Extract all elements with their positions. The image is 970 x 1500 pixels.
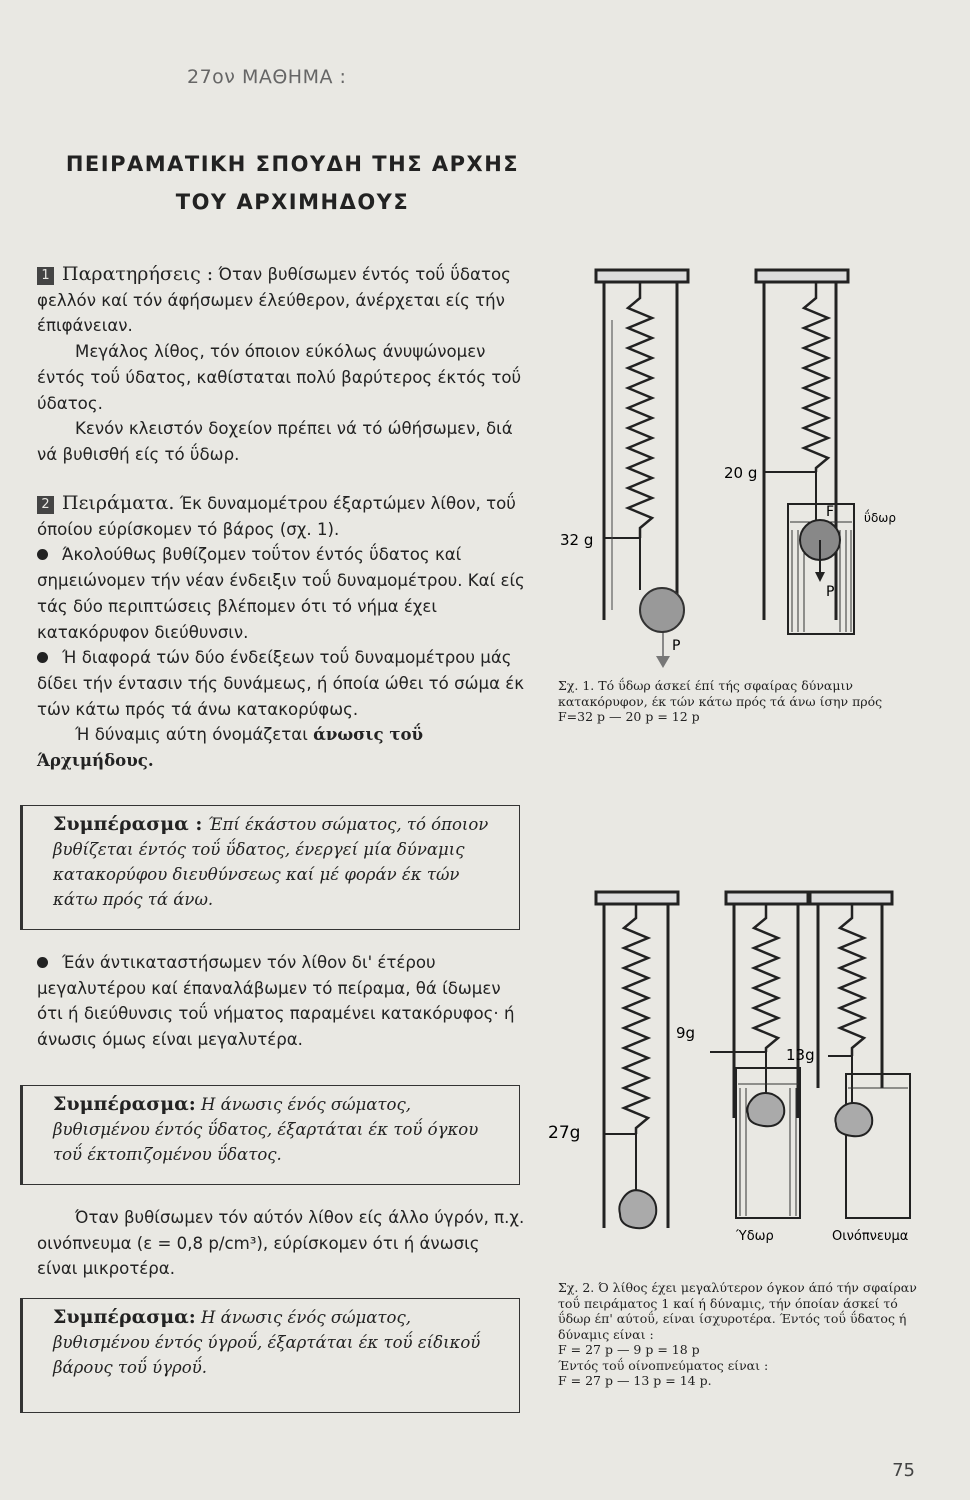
dynamometer-top-bar: [596, 270, 688, 282]
figure-2-diagram: [540, 888, 960, 1248]
bullet-icon: [37, 549, 48, 560]
conclusion-text: Η άνωσις ένός σώματος, βυθισμένου έντός ύγροΰ, έξαρτάται έκ τοΰ είδικοΰ βάρους τοΰ ύγροΰ.: [53, 1308, 481, 1377]
reading-label-27: 27g: [548, 1123, 581, 1143]
figure-1-diagram: [540, 260, 960, 680]
conclusion-text: Η άνωσις ένός σώματος, βυθισμένου έντός ΰδατος, έξαρτάται έκ τοΰ όγκου τοΰ έκτοπιζομένου ΰδατος.: [53, 1095, 479, 1164]
spring-left: [628, 282, 652, 538]
force-label-P: P: [826, 584, 835, 600]
bullet-icon: [37, 957, 48, 968]
conclusion-label: Συμπέρασμα :: [53, 813, 203, 835]
paragraph-alcohol: Όταν βυθίσωμεν τόν αύτόν λίθον είς άλλο ύγρόν, π.χ. οινόπνευμα (ε = 0,8 p/cm³), εύρίσκομεν ότι ή άνωσις είναι μικροτέρα.: [37, 1208, 525, 1279]
experiment-step-2: Ή διαφορά τών δύο ένδείξεων τοΰ δυναμομέτρου μάς δίδει τήν έντασιν τής δυνάμεως, ή όποία ώθει τό σώμα έκ τών κάτω πρός τά άνω κατακορύφως.: [37, 648, 525, 719]
reading-label-9: 9g: [676, 1024, 696, 1042]
section-observations: [37, 262, 525, 468]
reading-label-20: 20 g: [724, 464, 758, 482]
force-label-F: F: [826, 504, 835, 520]
force-label-P: P: [672, 638, 681, 654]
section-heading: Πειράματα.: [62, 492, 175, 514]
spring-stone-water: [754, 904, 778, 1052]
experiment-step-1: Άκολούθως βυθίζομεν τοΰτον έντός ΰδατος καί σημειώνομεν τήν νέαν ένδειξιν τοΰ δυναμομέτρου. Καί είς τάς δύο περιπτώσεις βλέπομεν ότι τό νήμα έχει κατακόρυφον διεύθυνσιν.: [37, 545, 525, 642]
conclusion-label: Συμπέρασμα:: [53, 1093, 196, 1115]
spring-right: [804, 282, 828, 472]
sphere-in-air: [640, 588, 684, 632]
water-label: ΰδωρ: [864, 511, 896, 525]
conclusion-box-2: [20, 1085, 520, 1185]
page-title-line1: ΠΕΙΡΑΜΑΤΙΚΗ ΣΠΟΥΔΗ ΤΗΣ ΑΡΧΗΣ: [65, 152, 520, 176]
spring-stone-alcohol: [840, 904, 864, 1056]
figure-1-caption: Σχ. 1. Τό ΰδωρ άσκεί έπί τής σφαίρας δύναμιν κατακόρυφον, έκ τών κάτω πρός τά άνω ίσην πρός F=32 p — 20 p = 12 p: [558, 678, 883, 724]
stone-in-alcohol: [835, 1103, 872, 1136]
section-number: 1: [37, 267, 54, 285]
stone-in-water: [747, 1093, 784, 1126]
dynamometer-top-bar: [756, 270, 848, 282]
lesson-label: 27ον ΜΑΘΗΜΑ :: [187, 66, 347, 88]
reading-label-13: 13g: [786, 1046, 815, 1064]
observation-3: Κενόν κλειστόν δοχείον πρέπει νά τό ώθήσωμεν, διά νά βυθισθή είς τό ΰδωρ.: [37, 419, 513, 464]
buoyancy-name-intro: Ή δύναμις αύτη όνομάζεται: [75, 725, 308, 745]
page-number: 75: [892, 1460, 915, 1481]
section-experiments: [37, 491, 525, 774]
figure-2-caption: Σχ. 2. Ό λίθος έχει μεγαλύτερον όγκον άπό τήν σφαίραν τοΰ πειράματος 1 καί ή δύναμις, τήν όποίαν άσκεί τό ΰδωρ έπ' αύτοΰ, είναι ίσχυροτέρα. Έντός τοΰ ΰδατος ή δύναμις είναι : F = 27 p — 9 p = 18 p Έντός τοΰ οίνοπνεύματος είναι : F = 27 p — 13 p = 14 p.: [558, 1280, 917, 1388]
conclusion-text: Έπί έκάστου σώματος, τό όποιον βυθίζεται έντός τοΰ ΰδατος, ένεργεί μία δύναμις κατακορύφου διευθύνσεως καί μέ φοράν έκ τών κάτω πρός τά άνω.: [53, 815, 489, 909]
section-number: 2: [37, 496, 54, 514]
paragraph-larger-stone: Έάν άντικαταστήσωμεν τόν λίθον δι' έτέρου μεγαλυτέρου καί έπαναλάβωμεν τό πείραμα, θά ίδωμεν ότι ή διεύθυνσις τοΰ νήματος παραμένει κατακόρυφος· ή άνωσις όμως είναι μεγαλυτέρα.: [37, 953, 515, 1050]
bullet-icon: [37, 652, 48, 663]
conclusion-box-3: [20, 1298, 520, 1413]
reading-label-32: 32 g: [560, 531, 594, 549]
observation-1: Όταν βυθίσωμεν έντός τοΰ ΰδατος φελλόν καί τόν άφήσωμεν έλεύθερον, άνέρχεται είς τήν έπιφάνειαν.: [37, 265, 511, 336]
spring-stone-air: [624, 904, 648, 1134]
experiment-intro: Έκ δυναμομέτρου έξαρτώμεν λίθον, τοΰ όποίου εύρίσκομεν τό βάρος (σχ. 1).: [37, 494, 516, 539]
stone-in-air: [619, 1190, 656, 1228]
conclusion-box-1: [20, 805, 520, 930]
buoyancy-name: άνωσις τοΰ Άρχιμήδους.: [37, 724, 424, 771]
alcohol-label: Οινόπνευμα: [832, 1229, 909, 1244]
equation-alcohol: F = 27 p — 13 p = 14 p.: [558, 1373, 712, 1388]
alcohol-vessel: [846, 1074, 910, 1218]
observation-2: Μεγάλος λίθος, τόν όποιον εύκόλως άνυψώνομεν έντός τοΰ ύδατος, καθίσταται πολύ βαρύτερος έκτός τοΰ ύδατος.: [37, 342, 522, 413]
equation-water: F = 27 p — 9 p = 18 p: [558, 1342, 700, 1357]
conclusion-label: Συμπέρασμα:: [53, 1306, 196, 1328]
page-title-line2: ΤΟΥ ΑΡΧΙΜΗΔΟΥΣ: [175, 190, 410, 214]
water-label: Ύδωρ: [736, 1229, 774, 1244]
section-heading: Παρατηρήσεις :: [62, 263, 214, 285]
